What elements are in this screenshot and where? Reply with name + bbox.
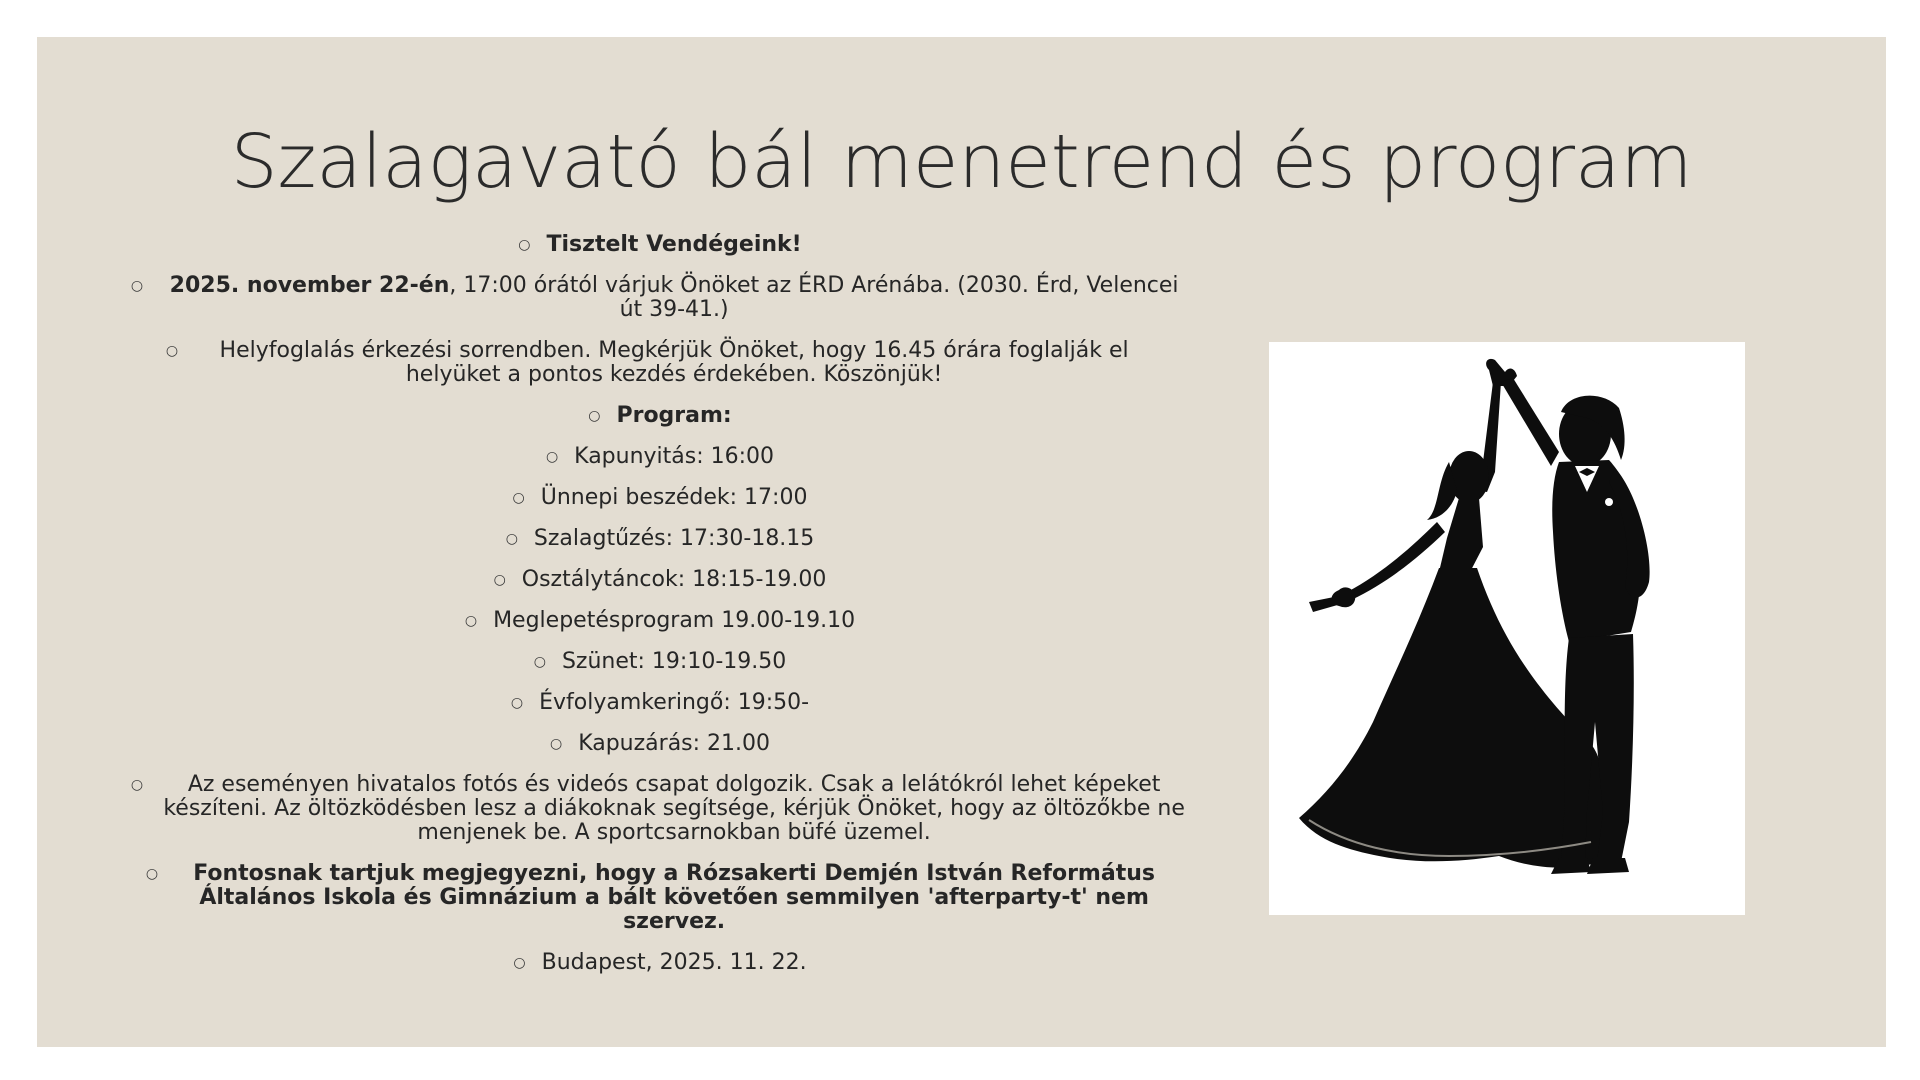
- schedule-text: Ünnepi beszédek: 17:00: [540, 485, 808, 510]
- list-item-date: [105, 274, 1215, 322]
- schedule-item: [105, 486, 1215, 510]
- photo-info-text: Az eseményen hivatalos fotós és videós csapat dolgozik. Csak a lelátókról lehet képeket készíteni. Az öltözködésben lesz a diákoknak segítsége, kérjük Önöket, hogy az öltözőkbe ne menjenek be. A sportcsarnokban büfé üzemel.: [163, 772, 1185, 845]
- bullet-icon: ○: [165, 343, 179, 359]
- schedule-text: Szalagtűzés: 17:30-18.15: [533, 526, 815, 551]
- schedule-item: [105, 568, 1215, 592]
- bullet-icon: ○: [464, 613, 478, 629]
- schedule-item: [105, 445, 1215, 469]
- schedule-text: Szünet: 19:10-19.50: [561, 649, 787, 674]
- slide-title: Szalagavató bál menetrend és program: [230, 119, 1693, 205]
- notice-text: Fontosnak tartjuk megjegyezni, hogy a Rózsakerti Demjén István Református Általános Iskola és Gimnázium a bált követően semmilyen 'afterparty-t' nem szervez.: [193, 861, 1155, 934]
- schedule-text: Kapuzárás: 21.00: [578, 731, 771, 756]
- slide: [37, 37, 1886, 1047]
- bullet-icon: ○: [513, 955, 526, 971]
- bullet-icon: ○: [510, 695, 524, 711]
- dancing-couple-image: [1269, 342, 1745, 915]
- date-bold: 2025. november 22-én: [169, 273, 450, 298]
- schedule-text: Osztálytáncok: 18:15-19.00: [521, 567, 827, 592]
- date-text: [159, 274, 1189, 322]
- list-item-greeting: [105, 233, 1215, 257]
- seating-text: Helyfoglalás érkezési sorrendben. Megkérjük Önöket, hogy 16.45 órára foglalják el helyüket a pontos kezdés érdekében. Köszönjük!: [219, 338, 1129, 387]
- schedule-item: [105, 691, 1215, 715]
- list-item-photo-info: [105, 773, 1215, 845]
- list-item-signature: [105, 951, 1215, 975]
- bullet-icon: ○: [130, 278, 144, 294]
- bullet-icon: ○: [533, 654, 546, 670]
- bullet-icon: ○: [549, 736, 563, 752]
- dancing-couple-silhouette-icon: [1269, 342, 1745, 915]
- bullet-icon: ○: [512, 490, 525, 506]
- bullet-icon: ○: [545, 449, 559, 465]
- schedule-item: [105, 609, 1215, 633]
- list-item-notice: [105, 862, 1215, 934]
- schedule-item: [105, 650, 1215, 674]
- list-item-seating: [105, 339, 1215, 387]
- schedule-text: Kapunyitás: 16:00: [574, 444, 775, 469]
- bullet-icon: ○: [493, 572, 506, 588]
- bullet-icon: ○: [518, 237, 531, 253]
- schedule-text: Meglepetésprogram 19.00-19.10: [493, 608, 856, 633]
- bullet-icon: ○: [145, 866, 159, 882]
- date-rest: , 17:00 órától várjuk Önöket az ÉRD Arénába. (2030. Érd, Velencei út 39-41.): [449, 273, 1179, 322]
- schedule-text: Évfolyamkeringő: 19:50-: [539, 690, 810, 715]
- greeting-text: Tisztelt Vendégeink!: [546, 232, 802, 257]
- bullet-icon: ○: [505, 531, 518, 547]
- bullet-icon: ○: [588, 408, 601, 424]
- signature-text: Budapest, 2025. 11. 22.: [541, 950, 807, 975]
- schedule-item: [105, 527, 1215, 551]
- content-list: [105, 233, 1215, 992]
- list-item-program-heading: [105, 404, 1215, 428]
- schedule-item: [105, 732, 1215, 756]
- program-heading: Program:: [616, 403, 732, 428]
- bullet-icon: ○: [130, 777, 144, 793]
